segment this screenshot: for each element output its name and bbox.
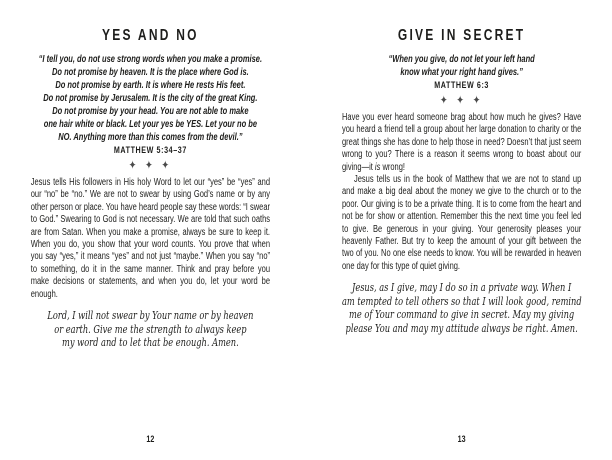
prayer-text xyxy=(342,281,581,335)
page-number: 13 xyxy=(457,434,466,445)
quote-line: “I tell you, do not use strong words when you make a promise. xyxy=(38,54,263,65)
right-page-content xyxy=(306,28,612,460)
quote-line: Do not promise by Jerusalem. It is the city of the great King. xyxy=(43,93,258,104)
quote-line: “When you give, do not let your left hand xyxy=(388,54,535,65)
quote-line: Do not promise by your head. You are not able to make xyxy=(52,106,249,117)
body-text-italic: is xyxy=(374,161,381,173)
prayer-line: please You and may my attitude always be right. Amen. xyxy=(345,321,578,335)
quote-line: Do not promise by earth. It is where He rests His feet. xyxy=(55,80,246,91)
left-page-content xyxy=(0,28,306,460)
left-page xyxy=(0,0,306,445)
prayer-text xyxy=(31,309,270,350)
quote-line: know what your right hand gives.” xyxy=(400,67,523,78)
prayer-line: or earth. Give me the strength to always keep xyxy=(54,322,247,336)
prayer-line: my word and to let that be enough. Amen. xyxy=(62,336,239,350)
prayer-line: me of Your command to give in secret. May my giving xyxy=(349,308,575,322)
scripture-quote xyxy=(342,53,581,79)
right-page xyxy=(306,0,612,445)
body-text: Have you ever heard someone brag about how much he gives? Have you heard a friend tell a group about her large donation to charity or the great things she has done to help those in need? Doesn’t that just seem wrong to you? There is a reason it seems wrong to boast about our giving—it xyxy=(342,112,582,173)
prayer-line: Jesus, as I give, may I do so in a private way. When I xyxy=(352,281,572,295)
page-number: 12 xyxy=(146,434,155,445)
prayer-line: Lord, I will not swear by Your name or by heaven xyxy=(47,309,254,323)
page-title: YES AND NO xyxy=(102,27,199,44)
scripture-reference: MATTHEW 6:3 xyxy=(434,80,489,91)
quote-line: Do not promise by heaven. It is the place where God is. xyxy=(52,67,249,78)
devotional-body: Jesus tells His followers in His holy Word to let our “yes” be “yes” and our “no” be “no.” We are not to swear by using God’s name or by any other person or place. You have heard people say these words: “I swear to God.” Swearing to God is not necessary. We are told that such oaths are from Satan. When you make a promise, always be sure to keep it. When you do, you show that your word counts. You prove that when you say “yes,” it means “yes” and not just “maybe.” When you say “no” to something, do it in the same manner. Think and pray before you make decisions or statements, and when you do, let your word be enough. xyxy=(30,177,270,300)
quote-line: one hair white or black. Let your yes be YES. Let your no be xyxy=(43,119,258,130)
page-title: GIVE IN SECRET xyxy=(397,27,526,44)
devotional-body-paragraph-2: Jesus tells us in the book of Matthew that we are not to stand up and make a big deal about the money we give to the church or to the poor. Our giving is to be a private thing. It is to come from the heart and not be for show or attention. Remember this the next time you feel led to give. Be generous in your giving. Your generosity pleases your heavenly Father. But try to keep the amount of your gift between the two of you. No one else needs to know. You will be rewarded in heaven one day for this type of quiet giving. xyxy=(342,174,582,272)
devotional-body-paragraph-1 xyxy=(342,112,581,174)
scripture-quote xyxy=(31,53,270,144)
sparkles-icon: ✦ ✦ ✦ xyxy=(128,158,173,172)
prayer-line: am tempted to tell others so that I will look good, remind xyxy=(342,294,582,308)
body-text: wrong! xyxy=(380,161,405,173)
scripture-reference: MATTHEW 5:34–37 xyxy=(113,145,187,156)
quote-line: NO. Anything more than this comes from the devil.” xyxy=(58,132,243,143)
sparkles-icon: ✦ ✦ ✦ xyxy=(439,93,484,107)
